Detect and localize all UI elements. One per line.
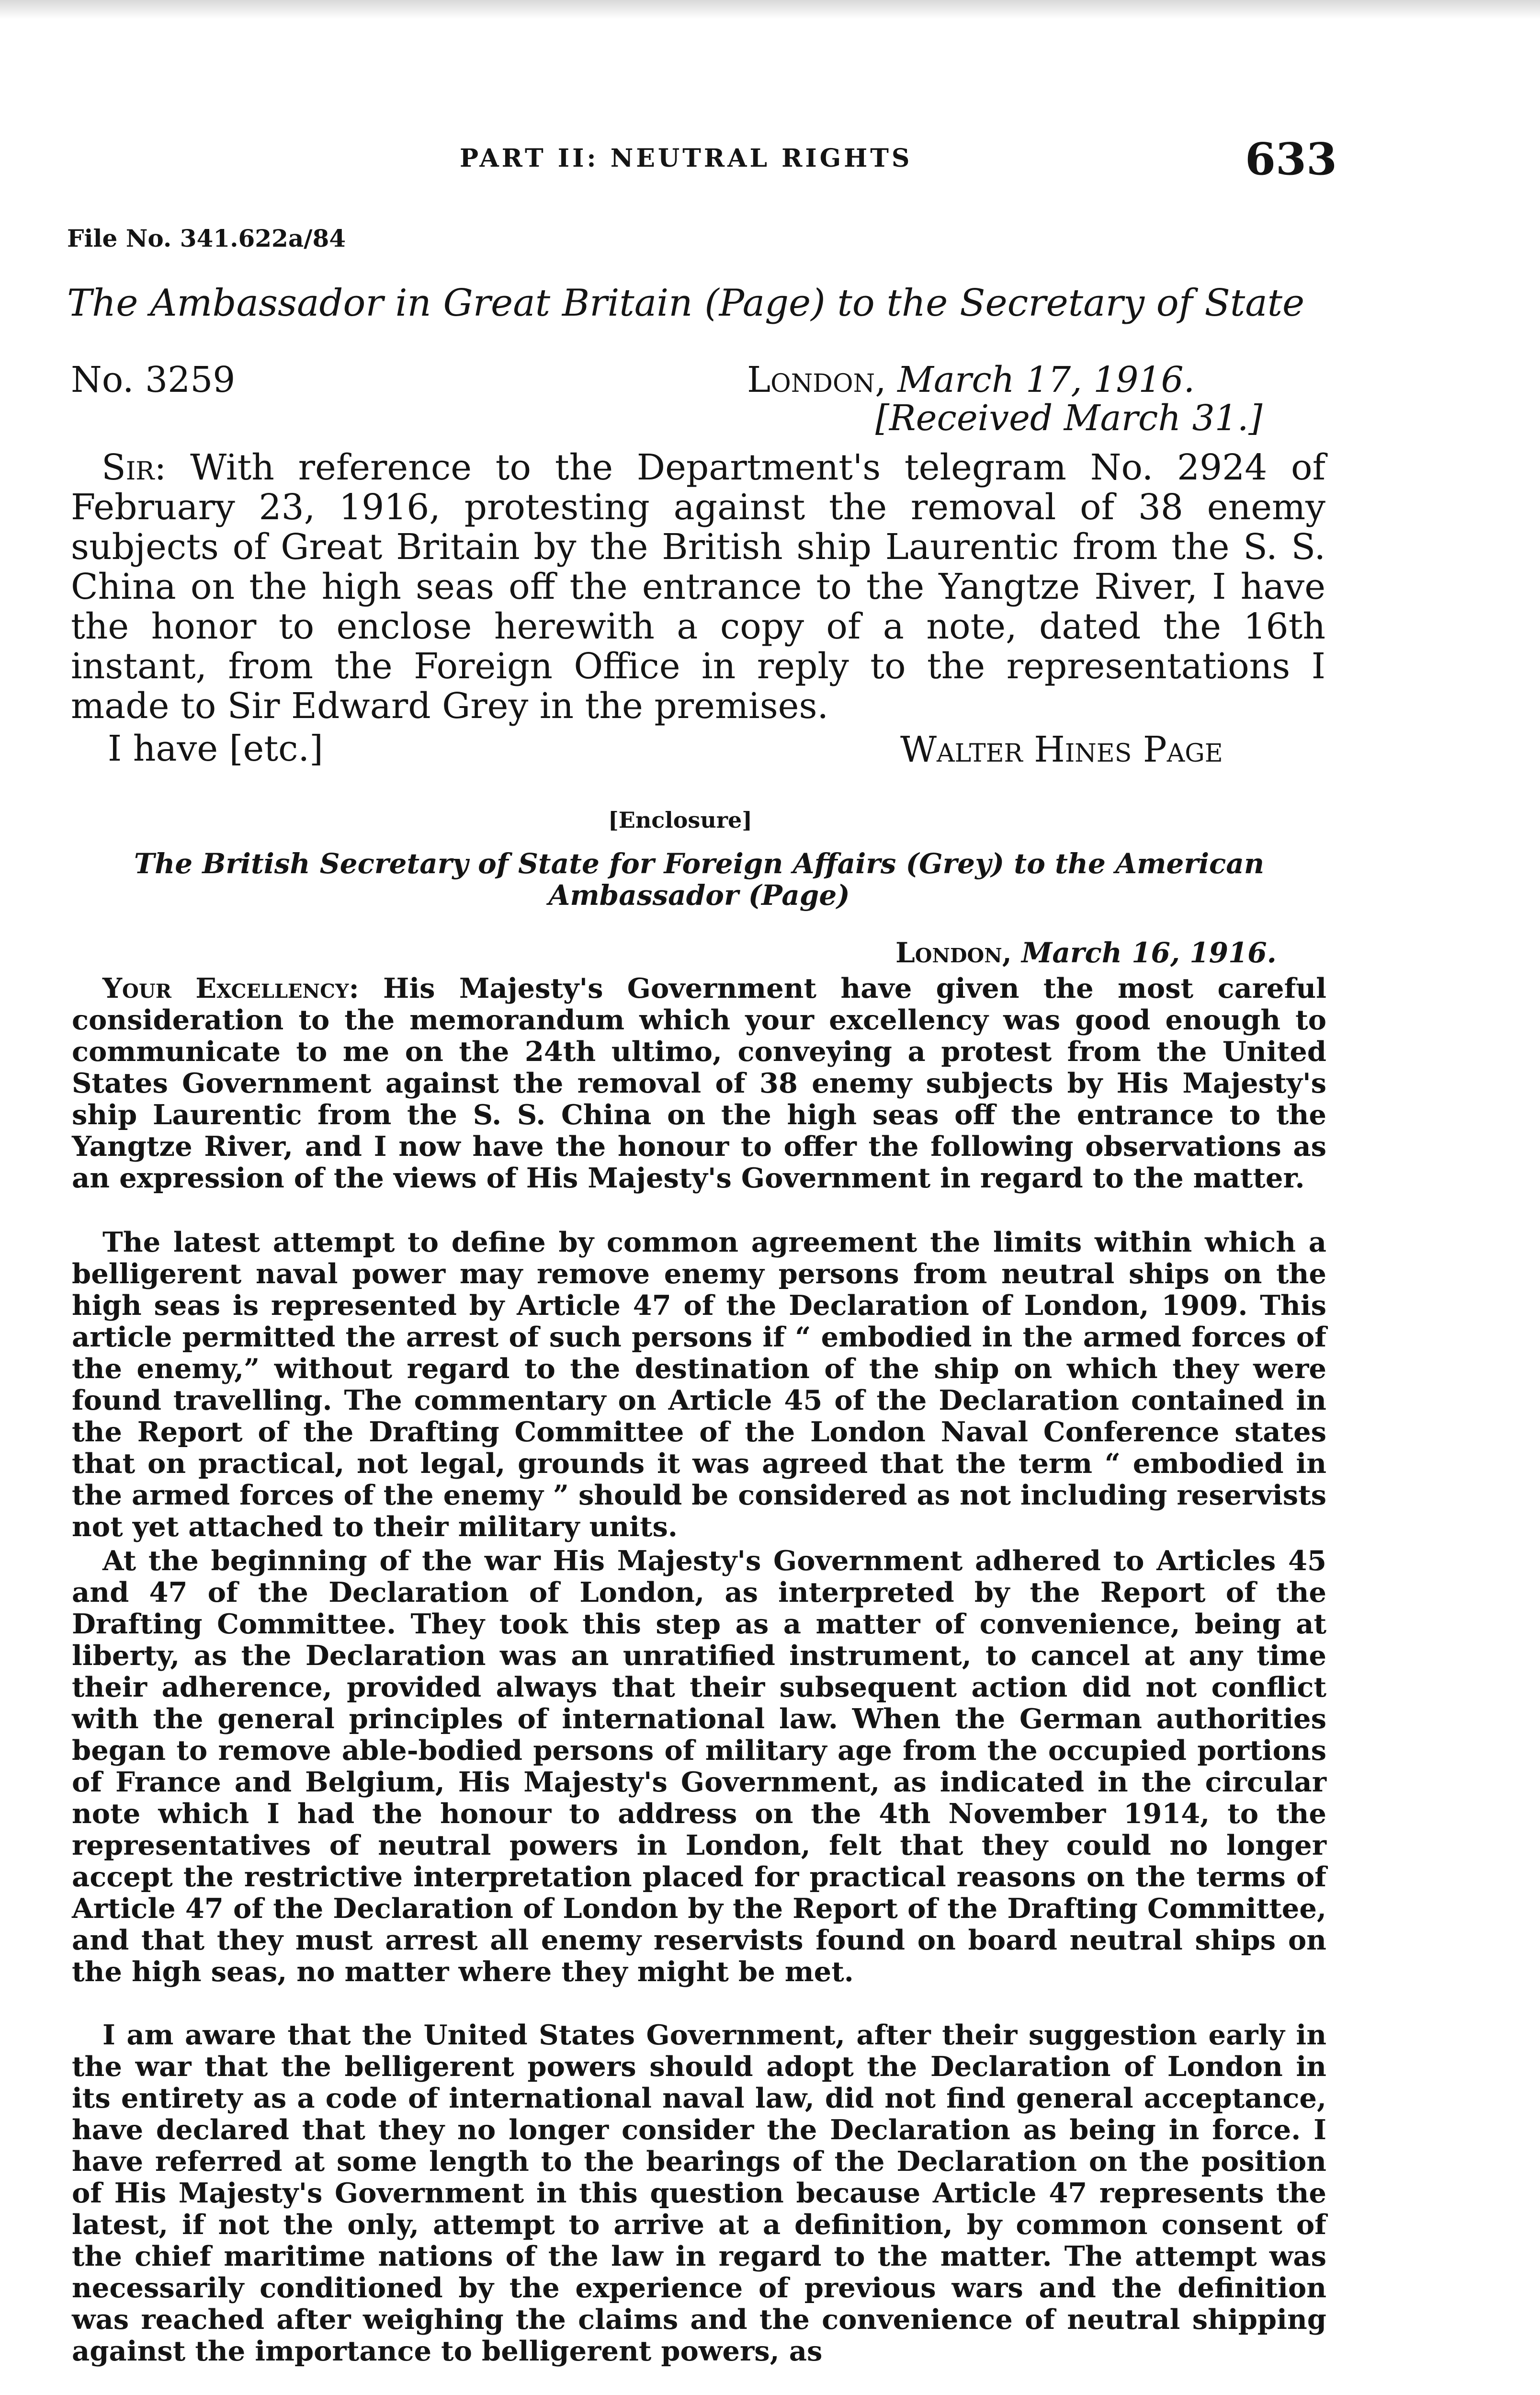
document-heading: The Ambassador in Great Britain (Page) to the Secretary of State	[67, 282, 1305, 325]
received-date: [Received March 31.]	[875, 398, 1263, 439]
enclosure-paragraph-1-text: His Majesty's Government have given the most careful consideration to the memorandum which your excellency was good enough to communicate to me on the 24th ultimo, conveying a protest from the United States Government against the removal of 38 enemy subjects by His Majesty's ship Laurentic from the S. S. China on the high seas off the entrance to the Yangtze River, and I now have the honour to offer the following observations as an expression of the views of His Majesty's Government in regard to the matter.	[72, 972, 1326, 1194]
enclosure-date-city: London,	[895, 936, 1012, 969]
enclosure-paragraph-3-text: At the beginning of the war His Majesty's Government adhered to Articles 45 and 47 of the Declaration of London, as interpreted by the Report of the Drafting Committee. They took this step as a matter of convenience, being at liberty, as the Declaration was an unratified instrument, to cancel at any time their adherence, provided always that their subsequent action did not conflict with the general principles of international law. When the German authorities began to remove able-bodied persons of military age from the occupied portions of France and Belgium, His Majesty's Government, as indicated in the circular note which I had the honour to address on the 4th November 1914, to the representatives of neutral powers in London, felt that they could no longer accept the restrictive interpretation placed for practical reasons on the terms of Article 47 of the Declaration of London by the Report of the Drafting Committee, and that they must arrest all enemy reservists found on board neutral ships on the high seas, no matter where they might be met.	[72, 1544, 1326, 1988]
dateline-date: March 17, 1916.	[897, 359, 1195, 400]
file-number: File No. 341.622a/84	[67, 224, 346, 252]
enclosure-paragraph-1	[72, 972, 1326, 1194]
letter-body	[71, 448, 1325, 726]
page-number: 633	[1245, 133, 1337, 185]
scan-edge-shadow	[0, 0, 1540, 19]
enclosure-paragraph-4-text: I am aware that the United States Government, after their suggestion early in the war that the belligerent powers should adopt the Declaration of London in its entirety as a code of international naval law, did not find general acceptance, have declared that they no longer consider the Declaration as being in force. I have referred at some length to the bearings of the Declaration on the position of His Majesty's Government in this question because Article 47 represents the latest, if not the only, attempt to arrive at a definition, by common consent of the chief maritime nations of the law in regard to the matter. The attempt was necessarily conditioned by the experience of previous wars and the definition was reached after weighing the claims and the convenience of neutral shipping against the importance to belligerent powers, as	[72, 2019, 1326, 2367]
salutation: Sir:	[102, 447, 167, 488]
dateline	[747, 359, 1195, 400]
running-head: PART II: NEUTRAL RIGHTS	[460, 144, 913, 173]
document-number: No. 3259	[71, 359, 236, 400]
received-note	[875, 398, 1262, 439]
enclosure-date	[895, 936, 1277, 969]
enclosure-title: The British Secretary of State for Foreign Affairs (Grey) to the American Ambassador (Page)	[134, 847, 1265, 912]
enclosure-paragraph-2	[72, 1226, 1326, 1542]
dateline-city: London,	[747, 359, 886, 400]
enclosure-paragraph-3	[72, 1545, 1326, 1987]
letter-body-text: With reference to the Department's telegram No. 2924 of February 23, 1916, protesting against the removal of 38 enemy subjects of Great Britain by the British ship Laurentic from the S. S. China on the high seas off the entrance to the Yangtze River, I have the honor to enclose herewith a copy of a note, dated the 16th instant, from the Foreign Office in reply to the representations I made to Sir Edward Grey in the premises.	[71, 447, 1325, 727]
enclosure-paragraph-4	[72, 2019, 1326, 2367]
enclosure-salutation: Your Excellency:	[102, 972, 359, 1004]
enclosure-paragraph-2-text: The latest attempt to define by common agreement the limits within which a belligerent naval power may remove enemy persons from neutral ships on the high seas is represented by Article 47 of the Declaration of London, 1909. This article permitted the arrest of such persons if “ embodied in the armed forces of the enemy,” without regard to the destination of the ship on which they were found travelling. The commentary on Article 45 of the Declaration contained in the Report of the Drafting Committee of the London Naval Conference states that on practical, not legal, grounds it was agreed that the term “ embodied in the armed forces of the enemy ” should be considered as not including reservists not yet attached to their military units.	[72, 1226, 1326, 1543]
closing: I have [etc.]	[108, 728, 323, 769]
enclosure-date-value: March 16, 1916.	[1021, 936, 1277, 969]
signature: Walter Hines Page	[900, 729, 1223, 770]
enclosure-label: [Enclosure]	[608, 807, 753, 833]
